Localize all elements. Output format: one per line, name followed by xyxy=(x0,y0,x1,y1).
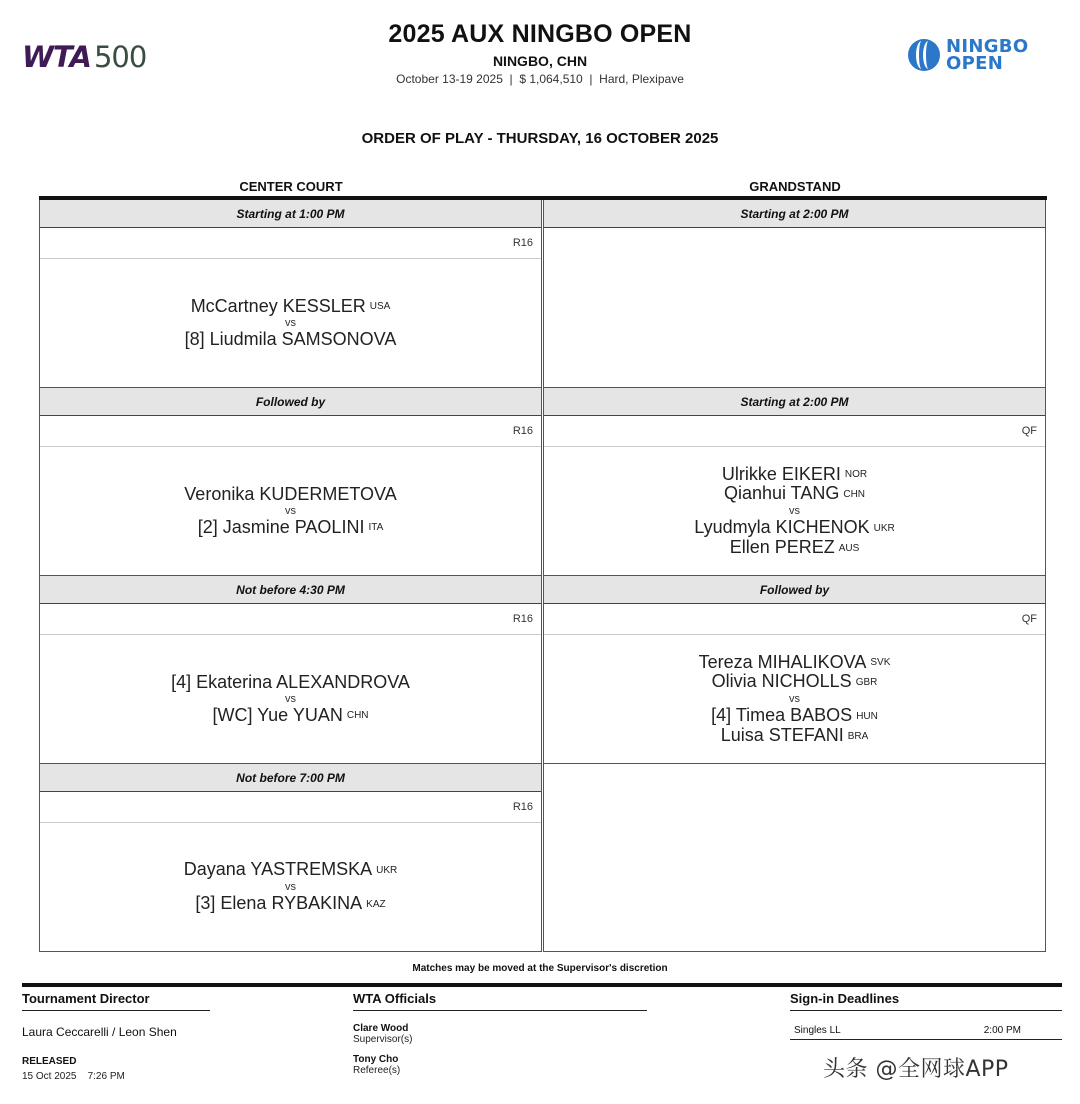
player-nationality: USA xyxy=(369,301,391,313)
official-name: Clare Wood xyxy=(353,1023,409,1034)
official-role: Referee(s) xyxy=(353,1065,401,1076)
match-block xyxy=(543,388,1046,576)
court-heading-center: CENTER COURT xyxy=(239,179,343,194)
player-line xyxy=(712,672,878,692)
vs-label: vs xyxy=(285,317,296,330)
player-name: Ellen PEREZ xyxy=(729,536,835,557)
player-nationality: SVK xyxy=(870,657,891,669)
signin-time: 2:00 PM xyxy=(983,1025,1021,1036)
ningbo-open-logo xyxy=(908,38,1028,72)
player-nationality: KAZ xyxy=(366,898,386,910)
signin-row xyxy=(790,1025,1062,1040)
player-nationality: ITA xyxy=(368,522,384,534)
start-time-heading: Followed by xyxy=(40,388,541,416)
player-line xyxy=(694,518,895,538)
wta-500-logo xyxy=(22,40,146,74)
player-line xyxy=(185,330,397,349)
start-time-heading: Not before 4:30 PM xyxy=(40,576,541,604)
round-label: R16 xyxy=(40,792,541,823)
player-line xyxy=(191,297,391,317)
player-line xyxy=(730,538,860,558)
director-names: Laura Ceccarelli / Leon Shen xyxy=(22,1025,177,1039)
official-name: Tony Cho xyxy=(353,1054,399,1065)
tennis-ball-icon xyxy=(908,39,940,71)
title-block xyxy=(290,20,790,86)
round-label: R16 xyxy=(40,416,541,447)
ningbo-logo-line1: NINGBO xyxy=(946,36,1029,57)
start-time-heading: Starting at 2:00 PM xyxy=(544,388,1045,416)
match-entry xyxy=(40,823,541,951)
grandstand-column xyxy=(543,200,1046,952)
player-nationality: BRA xyxy=(847,730,869,742)
start-time-heading: Not before 7:00 PM xyxy=(40,764,541,792)
player-nationality: UKR xyxy=(376,865,398,876)
player-name: McCartney KESSLER xyxy=(190,295,366,316)
match-block xyxy=(39,388,542,576)
player-name: [8] Liudmila SAMSONOVA xyxy=(184,329,397,350)
vs-label: vs xyxy=(789,505,800,517)
center-court-column xyxy=(39,200,542,952)
round-label: R16 xyxy=(40,228,541,259)
player-line xyxy=(212,706,368,726)
player-line xyxy=(184,485,396,504)
player-line xyxy=(184,860,398,880)
player-name: Ulrikke EIKERI xyxy=(721,463,841,484)
player-line xyxy=(171,673,410,692)
start-time-heading: Starting at 2:00 PM xyxy=(544,200,1045,228)
player-nationality: CHN xyxy=(346,710,369,722)
player-name: Tereza MIHALIKOVA xyxy=(698,651,867,672)
player-line xyxy=(699,653,891,673)
player-name: Luisa STEFANI xyxy=(720,724,844,745)
player-line xyxy=(198,518,384,538)
player-line xyxy=(711,706,878,726)
ningbo-logo-line2: OPEN xyxy=(946,53,1004,74)
player-nationality: UKR xyxy=(873,522,895,534)
player-name: Qianhui TANG xyxy=(723,483,840,504)
player-name: [4] Timea BABOS xyxy=(711,705,853,725)
player-nationality: GBR xyxy=(855,677,878,688)
player-line xyxy=(721,726,869,746)
match-block xyxy=(543,200,1046,388)
vs-label: vs xyxy=(285,504,296,517)
round-label: QF xyxy=(544,604,1045,635)
court-heading-grandstand: GRANDSTAND xyxy=(749,179,841,194)
player-nationality: CHN xyxy=(843,489,866,500)
start-time-heading: Starting at 1:00 PM xyxy=(40,200,541,228)
discretion-note: Matches may be moved at the Supervisor's discretion xyxy=(412,963,668,974)
signin-deadlines-section xyxy=(790,991,1062,1040)
player-name: [2] Jasmine PAOLINI xyxy=(197,516,365,537)
player-name: [WC] Yue YUAN xyxy=(212,704,343,725)
tournament-info: October 13-19 2025 | $ 1,064,510 | Hard, Plexipave xyxy=(396,72,684,86)
player-name: [4] Ekaterina ALEXANDROVA xyxy=(171,671,410,692)
player-line xyxy=(724,484,865,504)
player-name: Dayana YASTREMSKA xyxy=(183,859,373,880)
player-nationality: NOR xyxy=(844,469,868,481)
match-block xyxy=(39,576,542,764)
vs-label: vs xyxy=(285,881,296,893)
player-nationality: AUS xyxy=(838,542,860,554)
tournament-location: NINGBO, CHN xyxy=(492,53,588,69)
player-name: Olivia NICHOLLS xyxy=(711,671,852,692)
match-entry xyxy=(40,259,541,387)
match-block xyxy=(39,764,542,952)
player-name: [3] Elena RYBAKINA xyxy=(195,893,363,913)
player-line xyxy=(722,465,867,485)
round-label: QF xyxy=(544,416,1045,447)
tournament-director-section xyxy=(22,991,210,1082)
round-label: R16 xyxy=(40,604,541,635)
match-entry xyxy=(544,447,1045,575)
officials-heading: WTA Officials xyxy=(353,991,647,1011)
player-line xyxy=(195,894,385,914)
player-name: Veronika KUDERMETOVA xyxy=(184,483,397,504)
released-label: RELEASED xyxy=(22,1056,77,1067)
footer-rule xyxy=(22,983,1062,987)
released-value: 15 Oct 2025 7:26 PM xyxy=(22,1071,125,1082)
order-of-play-title: ORDER OF PLAY - THURSDAY, 16 OCTOBER 2025 xyxy=(361,130,719,147)
tournament-title: 2025 AUX NINGBO OPEN xyxy=(388,20,692,48)
official-role: Supervisor(s) xyxy=(353,1034,413,1045)
wta-logo-number: 500 xyxy=(93,40,147,74)
empty-slot xyxy=(543,764,1046,952)
vs-label: vs xyxy=(789,693,800,705)
match-block xyxy=(543,576,1046,764)
start-time-heading: Followed by xyxy=(544,576,1045,604)
player-name: Lyudmyla KICHENOK xyxy=(694,517,870,537)
signin-label: Singles LL xyxy=(794,1025,841,1036)
match-entry xyxy=(40,635,541,763)
vs-label: vs xyxy=(285,692,296,705)
match-entry xyxy=(544,635,1045,763)
wta-logo-text: WTA xyxy=(22,40,91,74)
signin-heading: Sign-in Deadlines xyxy=(790,991,1062,1011)
director-heading: Tournament Director xyxy=(22,991,210,1011)
match-block xyxy=(39,200,542,388)
wta-officials-section xyxy=(353,991,647,1076)
watermark-text: 头条 @全网球APP xyxy=(823,1057,1009,1082)
player-nationality: HUN xyxy=(856,710,878,722)
match-entry xyxy=(40,447,541,575)
